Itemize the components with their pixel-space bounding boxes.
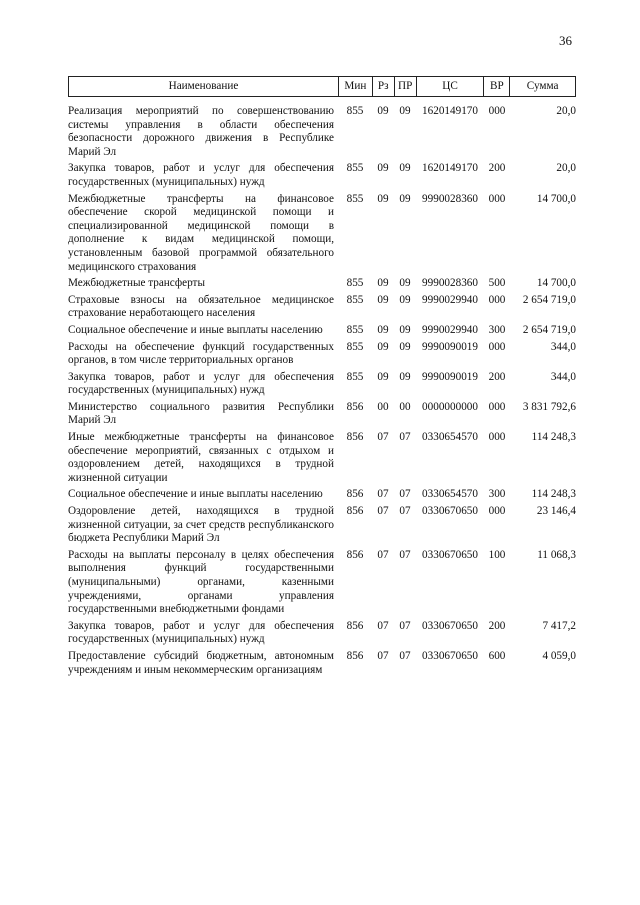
table-row (68, 105, 576, 159)
cell-min: 856 (346, 431, 364, 444)
cell-name: Иные межбюджетные трансферты на финансовое обеспечение мероприятий, связанных с отдыхом и оздоровлением детей, находящихся в трудной жизненной ситуации (68, 431, 334, 484)
cell-name: Межбюджетные трансферты (68, 277, 205, 290)
cell-rz: 09 (377, 192, 389, 205)
header-min: Мин (338, 77, 372, 96)
table-row (68, 162, 576, 189)
cell-min: 855 (346, 370, 364, 383)
cell-pr: 07 (399, 548, 411, 561)
cell-min: 856 (346, 505, 364, 518)
cell-cs: 1620149170 (422, 162, 478, 175)
cell-rz: 07 (377, 488, 389, 501)
cell-pr: 09 (399, 192, 411, 205)
cell-min: 855 (346, 277, 364, 290)
cell-name: Закупка товаров, работ и услуг для обеспечения государственных (муниципальных) нужд (68, 370, 334, 397)
cell-cs: 9990029940 (422, 293, 478, 306)
cell-sum: 14 700,0 (536, 277, 576, 290)
cell-rz: 07 (377, 505, 389, 518)
cell-name: Предоставление субсидий бюджетным, автономным учреждениям и иным некоммерческим организациям (68, 649, 334, 676)
table-row (68, 193, 576, 275)
table-row (68, 650, 576, 677)
header-cs: ЦС (416, 77, 484, 96)
cell-rz: 00 (377, 400, 389, 413)
table-row (68, 277, 576, 291)
cell-pr: 09 (399, 340, 411, 353)
cell-cs: 9990028360 (422, 277, 478, 290)
cell-rz: 09 (377, 293, 389, 306)
cell-rz: 07 (377, 649, 389, 662)
cell-rz: 09 (377, 370, 389, 383)
cell-pr: 07 (399, 488, 411, 501)
header-name: Наименование (168, 79, 239, 92)
cell-vr: 000 (488, 400, 506, 413)
table-row (68, 294, 576, 321)
cell-sum: 20,0 (556, 162, 576, 175)
table-row (68, 620, 576, 647)
header-sum: Сумма (509, 77, 575, 96)
cell-pr: 00 (399, 400, 411, 413)
cell-rz: 09 (377, 105, 389, 117)
table-row (68, 341, 576, 368)
budget-table (68, 76, 576, 677)
cell-min: 856 (346, 548, 364, 561)
cell-min: 855 (346, 162, 364, 175)
cell-vr: 000 (488, 192, 506, 205)
cell-cs: 0000000000 (422, 400, 478, 413)
cell-sum: 3 831 792,6 (522, 400, 576, 413)
cell-sum: 114 248,3 (531, 431, 576, 444)
cell-min: 855 (346, 105, 364, 117)
cell-sum: 2 654 719,0 (522, 323, 576, 336)
table-row (68, 549, 576, 617)
cell-sum: 344,0 (550, 370, 576, 383)
cell-pr: 09 (399, 370, 411, 383)
cell-pr: 07 (399, 649, 411, 662)
cell-vr: 300 (488, 323, 506, 336)
cell-cs: 0330670650 (422, 649, 478, 662)
cell-min: 856 (346, 488, 364, 501)
cell-sum: 11 068,3 (537, 548, 576, 561)
cell-name: Закупка товаров, работ и услуг для обеспечения государственных (муниципальных) нужд (68, 162, 334, 188)
cell-vr: 000 (488, 105, 506, 117)
cell-cs: 9990029940 (422, 323, 478, 336)
cell-pr: 09 (399, 293, 411, 306)
cell-name: Закупка товаров, работ и услуг для обеспечения государственных (муниципальных) нужд (68, 619, 334, 646)
cell-pr: 09 (399, 105, 411, 117)
cell-sum: 20,0 (556, 105, 576, 117)
cell-min: 856 (346, 619, 364, 632)
cell-vr: 600 (488, 649, 506, 662)
cell-vr: 200 (488, 619, 506, 632)
cell-rz: 09 (377, 277, 389, 290)
header-vr: ВР (483, 77, 509, 96)
cell-sum: 7 417,2 (542, 619, 576, 632)
cell-cs: 9990090019 (422, 340, 478, 353)
table-row (68, 371, 576, 398)
cell-vr: 000 (488, 431, 506, 444)
cell-rz: 09 (377, 323, 389, 336)
cell-cs: 0330670650 (422, 548, 478, 561)
cell-pr: 07 (399, 431, 411, 444)
cell-sum: 114 248,3 (531, 488, 576, 501)
cell-pr: 09 (399, 277, 411, 290)
table-header (68, 76, 576, 97)
cell-vr: 200 (488, 162, 506, 175)
cell-cs: 0330670650 (422, 619, 478, 632)
header-rz: Рз (372, 77, 394, 96)
table-row (68, 488, 576, 502)
table-body (68, 105, 576, 677)
cell-vr: 100 (488, 548, 506, 561)
cell-vr: 000 (488, 293, 506, 306)
cell-min: 855 (346, 340, 364, 353)
cell-cs: 9990028360 (422, 192, 478, 205)
cell-vr: 200 (488, 370, 506, 383)
cell-vr: 500 (488, 277, 506, 290)
cell-min: 856 (346, 400, 364, 413)
cell-sum: 14 700,0 (536, 192, 576, 205)
cell-vr: 300 (488, 488, 506, 501)
cell-vr: 000 (488, 340, 506, 353)
cell-sum: 23 146,4 (536, 505, 576, 518)
header-pr: ПР (394, 77, 416, 96)
table-row (68, 505, 576, 546)
cell-name: Расходы на обеспечение функций государственных органов, в том числе территориальных органов (68, 340, 334, 367)
cell-name: Реализация мероприятий по совершенствованию системы управления в области обеспечения безопасности дорожного движения в Республике Марий Эл (68, 105, 334, 158)
cell-pr: 09 (399, 162, 411, 175)
cell-cs: 1620149170 (422, 105, 478, 117)
cell-name: Страховые взносы на обязательное медицинское страхование неработающего населения (68, 293, 334, 320)
table-row (68, 401, 576, 428)
cell-cs: 9990090019 (422, 370, 478, 383)
cell-min: 855 (346, 293, 364, 306)
cell-rz: 07 (377, 431, 389, 444)
cell-pr: 07 (399, 619, 411, 632)
cell-name: Министерство социального развития Республики Марий Эл (68, 400, 334, 427)
cell-pr: 07 (399, 505, 411, 518)
cell-min: 855 (346, 323, 364, 336)
cell-rz: 09 (377, 340, 389, 353)
cell-name: Социальное обеспечение и иные выплаты населению (68, 488, 323, 501)
cell-sum: 4 059,0 (542, 649, 576, 662)
cell-min: 855 (346, 192, 364, 205)
page-number: 36 (559, 33, 572, 48)
cell-rz: 07 (377, 619, 389, 632)
cell-sum: 2 654 719,0 (522, 293, 576, 306)
cell-rz: 07 (377, 548, 389, 561)
cell-cs: 0330654570 (422, 488, 478, 501)
cell-rz: 09 (377, 162, 389, 175)
cell-name: Социальное обеспечение и иные выплаты населению (68, 323, 323, 336)
cell-vr: 000 (488, 505, 506, 518)
cell-pr: 09 (399, 323, 411, 336)
cell-sum: 344,0 (550, 340, 576, 353)
table-row (68, 324, 576, 338)
cell-cs: 0330670650 (422, 505, 478, 518)
cell-name: Межбюджетные трансферты на финансовое обеспечение скорой медицинской помощи и специализированной медицинской помощи в дополнение к видам медицинской помощи, установленным базовой программой обязательного медицинского страхования (68, 192, 334, 273)
cell-cs: 0330654570 (422, 431, 478, 444)
table-row (68, 431, 576, 485)
cell-min: 856 (346, 649, 364, 662)
cell-name: Расходы на выплаты персоналу в целях обеспечения выполнения функций государственными (муниципальными) органами, казенными учреждениями, органами управления государственными внебюджетными фондами (68, 548, 334, 616)
cell-name: Оздоровление детей, находящихся в трудной жизненной ситуации, за счет средств республиканского бюджета Республики Марий Эл (68, 505, 334, 545)
